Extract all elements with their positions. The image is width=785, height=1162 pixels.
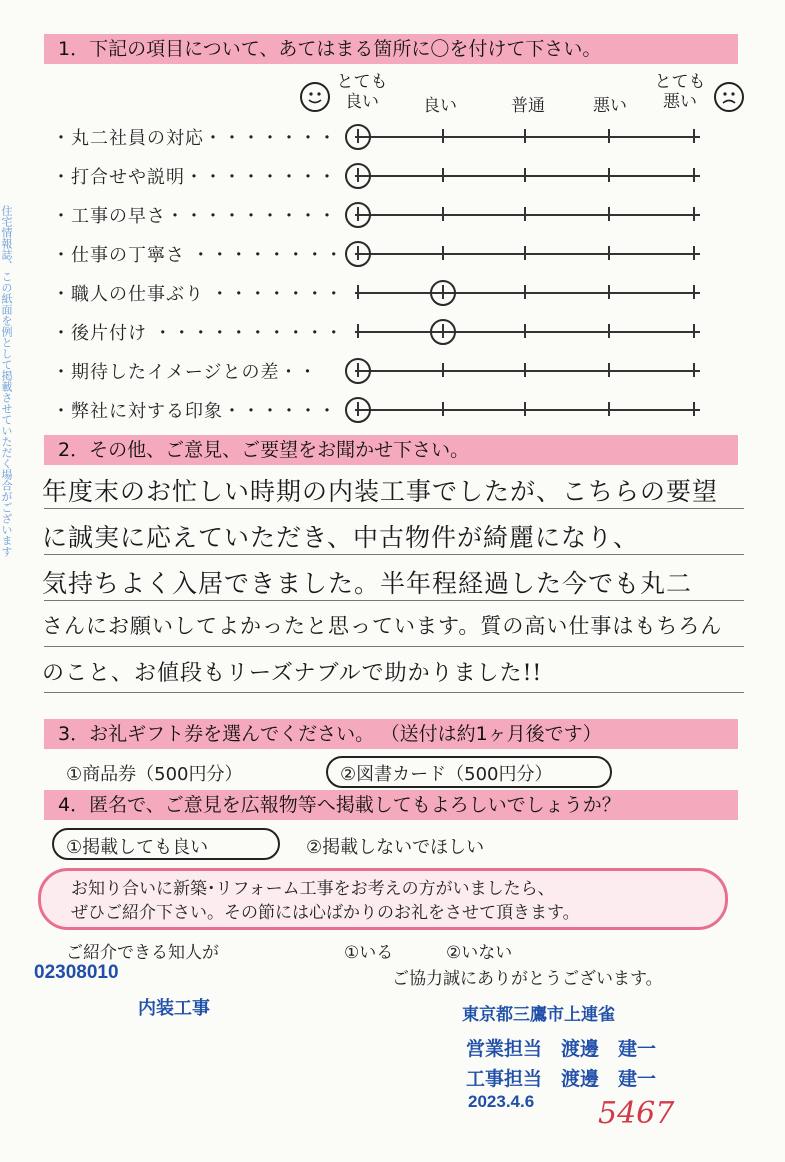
handwritten-number: 5467 [598,1096,675,1131]
rating-option-4[interactable] [608,324,610,338]
rating-option-5[interactable] [693,363,695,377]
selected-rating-circle [430,280,456,306]
question-1-title: 1．下記の項目について、あてはまる箇所に〇を付けて下さい。 [58,38,602,60]
stamp-work-type: 内装工事 [138,998,210,1018]
rating-option-5[interactable] [693,207,695,221]
selected-rating-circle [345,397,371,423]
gift-option-2[interactable]: ②図書カード（500円分） [340,764,553,785]
rating-option-3[interactable] [524,285,526,299]
comment-line-2: に誠実に応えていただき、中古物件が綺麗になり、 [42,523,640,552]
rating-option-5[interactable] [693,246,695,260]
question-2-title: 2．その他、ご意見、ご要望をお聞かせ下さい。 [58,439,470,461]
question-1-header [44,34,738,64]
question-3-note: （送付は約1ヶ月後です） [390,723,602,745]
rating-option-3[interactable] [524,168,526,182]
selected-rating-circle [345,241,371,267]
stamp-code: 02308010 [34,962,119,983]
rating-option-5[interactable] [693,285,695,299]
comment-line-3: 気持ちよく入居できました。半年程経過した今でも丸二 [42,569,693,598]
stamp-sales-rep: 営業担当 渡邊 建一 [466,1039,657,1060]
rating-option-4[interactable] [608,285,610,299]
rating-option-4[interactable] [608,402,610,416]
comment-underline [44,554,744,555]
rating-scale-line [355,292,700,294]
selected-rating-circle [345,163,371,189]
rating-option-4[interactable] [608,168,610,182]
rating-option-5[interactable] [693,129,695,143]
rating-option-1[interactable] [357,324,359,338]
rating-option-3[interactable] [524,402,526,416]
question-2-header [44,435,738,465]
question-4-header [44,790,738,820]
scale-heading-4: 悪い [593,96,627,116]
rating-scale-line [355,370,700,372]
rating-row-label: ・期待したイメージとの差・・ [52,362,318,383]
comment-underline [44,600,744,601]
stamp-location: 東京都三鷹市上連雀 [462,1005,615,1024]
stamp-date: 2023.4.6 [468,1092,535,1111]
rating-row-label: ・仕事の丁寧さ ・・・・・・・・ [52,245,344,266]
selected-rating-circle [345,358,371,384]
rating-option-2[interactable] [442,129,444,143]
rating-option-4[interactable] [608,246,610,260]
rating-option-4[interactable] [608,363,610,377]
selected-rating-circle [345,124,371,150]
smiley-face-icon [300,82,330,112]
comment-line-4: さんにお願いしてよかったと思っています。質の高い仕事はもちろん [42,614,723,638]
rating-option-4[interactable] [608,129,610,143]
rating-option-3[interactable] [524,129,526,143]
referral-line-1: お知り合いに新築･リフォーム工事をお考えの方がいましたら、 [71,879,555,899]
referral-line-2: ぜひご紹介下さい。その節には心ばかりのお礼をさせて頂きます。 [71,903,580,923]
referral-no-option[interactable]: ②いない [446,943,513,963]
gift-option-1[interactable]: ①商品券（500円分） [66,764,243,785]
comment-underline [44,646,744,647]
side-margin-text: 住宅情報誌、この紙面を例として掲載させていただく場合がございます [0,205,13,557]
rating-row-label: ・工事の早さ・・・・・・・・・ [52,206,337,227]
rating-option-3[interactable] [524,363,526,377]
referral-known-label: ご紹介できる知人が [66,943,219,963]
rating-option-3[interactable] [524,246,526,260]
comment-line-1: 年度末のお忙しい時期の内装工事でしたが、こちらの要望 [42,477,719,506]
rating-scale-line [355,409,700,411]
rating-option-3[interactable] [524,207,526,221]
selected-rating-circle [345,202,371,228]
rating-row-label: ・職人の仕事ぶり ・・・・・・・ [52,284,344,305]
rating-option-2[interactable] [442,168,444,182]
rating-option-4[interactable] [608,207,610,221]
rating-scale-line [355,331,700,333]
rating-option-5[interactable] [693,168,695,182]
question-3-title: 3．お礼ギフト券を選んでください。 [58,723,375,745]
rating-option-2[interactable] [442,246,444,260]
rating-option-2[interactable] [442,363,444,377]
scale-heading-3: 普通 [511,96,545,116]
rating-row-label: ・丸二社員の対応・・・・・・・ [52,128,337,149]
stamp-construction-rep: 工事担当 渡邊 建一 [466,1069,657,1090]
comment-line-5: のこと、お値段もリーズナブルで助かりました!! [42,661,543,686]
scale-heading-5: とても 悪い [654,72,706,112]
rating-row-label: ・後片付け ・・・・・・・・・・ [52,323,344,344]
frowning-face-icon [714,82,744,112]
question-3-header [44,719,738,749]
referral-yes-option[interactable]: ①いる [344,943,394,963]
comment-underline [44,508,744,509]
rating-scale-line [355,253,700,255]
question-4-title: 4．匿名で、ご意見を広報物等へ掲載してもよろしいでしょうか？ [58,794,621,816]
thanks-message: ご協力誠にありがとうございます。 [392,969,663,989]
rating-scale-line [355,214,700,216]
rating-row-label: ・打合せや説明・・・・・・・・ [52,167,337,188]
referral-box [38,868,728,930]
rating-option-2[interactable] [442,402,444,416]
selected-rating-circle [430,319,456,345]
rating-option-1[interactable] [357,285,359,299]
scale-heading-1: とても 良い [336,72,388,112]
rating-option-2[interactable] [442,207,444,221]
rating-option-5[interactable] [693,402,695,416]
scale-heading-2: 良い [423,96,457,116]
publish-option-2[interactable]: ②掲載しないでほしい [306,837,485,858]
publish-option-1[interactable]: ①掲載しても良い [66,837,209,858]
rating-option-3[interactable] [524,324,526,338]
rating-scale-line [355,175,700,177]
rating-option-5[interactable] [693,324,695,338]
rating-scale-line [355,136,700,138]
rating-row-label: ・弊社に対する印象・・・・・・ [52,401,337,422]
comment-underline [44,692,744,693]
